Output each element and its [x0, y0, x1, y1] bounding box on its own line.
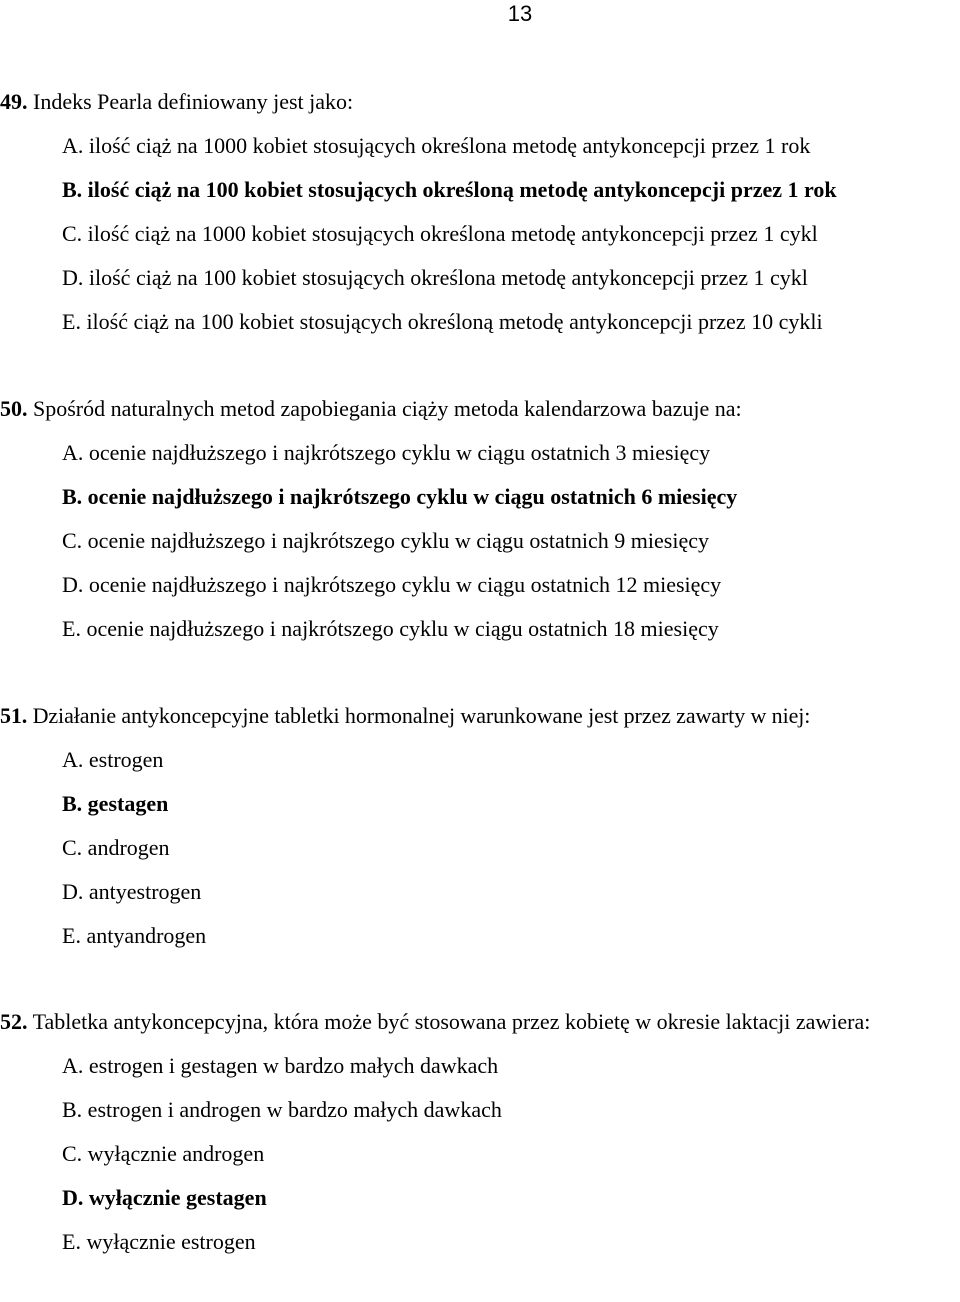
- question-49: [0, 80, 960, 344]
- answer-option-c: C. androgen: [62, 835, 170, 860]
- answer-option-a: A. estrogen i gestagen w bardzo małych dawkach: [62, 1053, 499, 1078]
- answer-list: [0, 431, 960, 651]
- question-51: [0, 694, 960, 958]
- question-52: [0, 1000, 960, 1264]
- answer-option-e: E. wyłącznie estrogen: [62, 1229, 256, 1254]
- question-text: Tabletka antykoncepcyjna, która może być stosowana przez kobietę w okresie laktacji zawiera:: [32, 1009, 871, 1034]
- question-number: 52.: [0, 1009, 28, 1034]
- answer-option-c: C. ilość ciąż na 1000 kobiet stosujących określona metodę antykoncepcji przez 1 cykl: [62, 221, 818, 246]
- question-number: 50.: [0, 396, 28, 421]
- answer-list: [0, 124, 960, 344]
- question-stem: [0, 694, 960, 738]
- question-stem: [0, 1000, 958, 1044]
- question-text: Spośród naturalnych metod zapobiegania ciąży metoda kalendarzowa bazuje na:: [33, 396, 742, 421]
- question-text: Działanie antykoncepcyjne tabletki hormonalnej warunkowane jest przez zawarty w niej:: [32, 703, 811, 728]
- question-50: [0, 387, 960, 651]
- answer-option-a: A. ilość ciąż na 1000 kobiet stosujących określona metodę antykoncepcji przez 1 rok: [62, 133, 811, 158]
- question-stem: [0, 80, 960, 124]
- question-number: 49.: [0, 89, 28, 114]
- answer-list: [0, 1044, 960, 1264]
- answer-option-a: A. estrogen: [62, 747, 164, 772]
- answer-option-d-correct: D. wyłącznie gestagen: [62, 1185, 267, 1210]
- answer-list: [0, 738, 960, 958]
- answer-option-b: B. estrogen i androgen w bardzo małych dawkach: [62, 1097, 502, 1122]
- answer-option-e: E. ilość ciąż na 100 kobiet stosujących określoną metodę antykoncepcji przez 10 cykli: [62, 309, 823, 334]
- question-stem: [0, 387, 960, 431]
- answer-option-b-correct: B. ilość ciąż na 100 kobiet stosujących określoną metodę antykoncepcji przez 1 rok: [62, 177, 837, 202]
- question-text: Indeks Pearla definiowany jest jako:: [33, 89, 354, 114]
- answer-option-e: E. antyandrogen: [62, 923, 207, 948]
- question-number: 51.: [0, 703, 28, 728]
- answer-option-a: A. ocenie najdłuższego i najkrótszego cyklu w ciągu ostatnich 3 miesięcy: [62, 440, 711, 465]
- answer-option-c: C. ocenie najdłuższego i najkrótszego cyklu w ciągu ostatnich 9 miesięcy: [62, 528, 709, 553]
- answer-option-b-correct: B. gestagen: [62, 791, 169, 816]
- page-number: 13: [507, 1, 533, 26]
- answer-option-c: C. wyłącznie androgen: [62, 1141, 265, 1166]
- answer-option-b-correct: B. ocenie najdłuższego i najkrótszego cyklu w ciągu ostatnich 6 miesięcy: [62, 484, 738, 509]
- answer-option-d: D. ocenie najdłuższego i najkrótszego cyklu w ciągu ostatnich 12 miesięcy: [62, 572, 722, 597]
- answer-option-d: D. ilość ciąż na 100 kobiet stosujących określona metodę antykoncepcji przez 1 cykl: [62, 265, 808, 290]
- answer-option-d: D. antyestrogen: [62, 879, 202, 904]
- answer-option-e: E. ocenie najdłuższego i najkrótszego cyklu w ciągu ostatnich 18 miesięcy: [62, 616, 719, 641]
